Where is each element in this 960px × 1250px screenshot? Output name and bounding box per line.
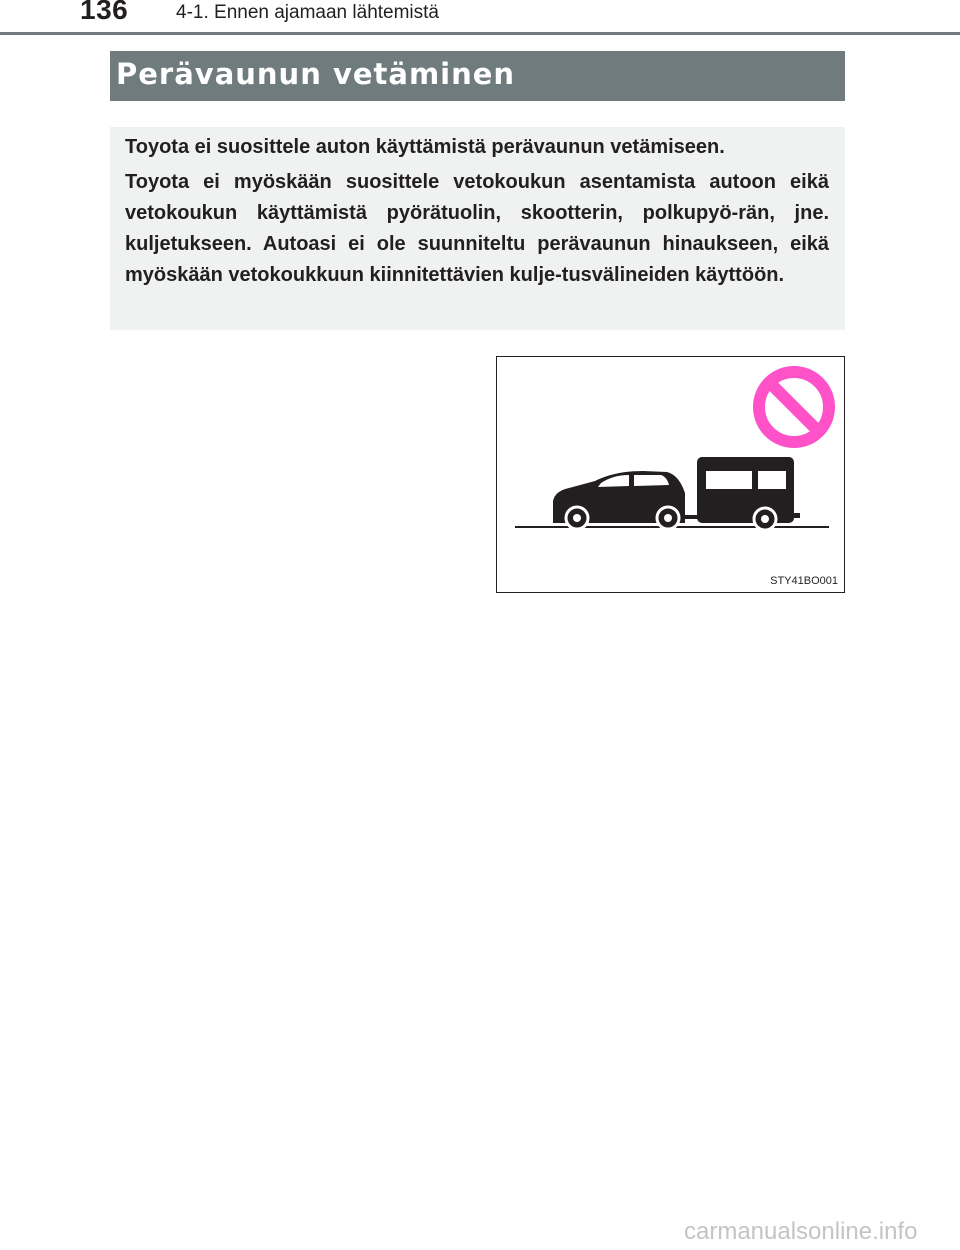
notice-line-1: Toyota ei suosittele auton käyttämistä perävaunun vetämiseen.	[125, 136, 725, 158]
towing-illustration	[496, 356, 845, 593]
title-bar	[110, 51, 845, 101]
figure-code: STY41BO001	[770, 575, 838, 587]
trailer-icon	[697, 457, 800, 530]
page-title: Perävaunun vetäminen	[116, 57, 516, 91]
watermark	[684, 1218, 917, 1246]
watermark-text: carmanualsonline.info	[684, 1218, 918, 1245]
header-rule	[0, 32, 960, 35]
page-number: 136	[80, 0, 129, 25]
towing-illustration-svg	[497, 357, 844, 592]
car-icon	[553, 471, 685, 529]
section-title: 4-1. Ennen ajamaan lähtemistä	[176, 2, 439, 23]
prohibition-icon	[759, 372, 829, 442]
notice-line-2: Toyota ei myöskään suosittele vetokoukun asentamista autoon eikä vetokoukun käyttämistä pyörätuolin, skootterin, polkupyö-rän, jne. kuljetukseen. Autoasi ei ole suunniteltu perävaunun hinaukseen, eikä myöskään vetokoukkuun kiinnitettävien kulje-tusvälineiden käyttöön.	[125, 171, 829, 286]
notice-box	[110, 127, 845, 330]
